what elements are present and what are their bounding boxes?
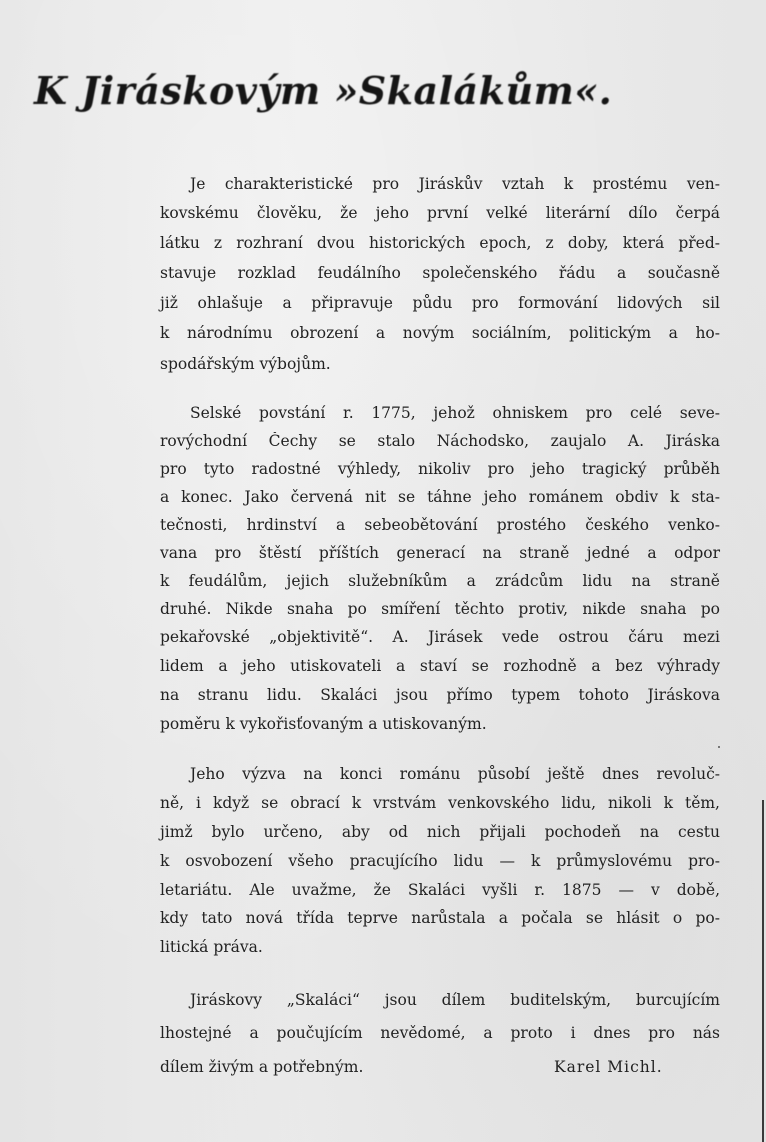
text-line: spodářským výbojům. — [160, 355, 331, 373]
text-line: Selské povstání r. 1775, jehož ohniskem pro celé seve- — [190, 404, 720, 422]
text-line: Jeho výzva na konci románu působí ještě dnes revoluč- — [190, 765, 720, 783]
text-line: lidem a jeho utiskovateli a staví se rozhodně a bez výhrady — [160, 657, 720, 675]
text-line: letariátu. Ale uvažme, že Skaláci vyšli r. 1875 — v době, — [160, 881, 720, 899]
author-signature: Karel Michl. — [554, 1058, 663, 1076]
article-title: K Jiráskovým »Skalákům«. — [34, 68, 613, 113]
text-line: k národnímu obrození a novým sociálním, politickým a ho- — [160, 324, 720, 342]
text-line: kovskému člověku, že jeho první velké literární dílo čerpá — [160, 204, 720, 222]
text-line: lhostejné a poučujícím nevědomé, a proto i dnes pro nás — [160, 1024, 720, 1042]
text-line: vana pro štěstí příštích generací na straně jedné a odpor — [160, 544, 720, 562]
text-line: Je charakteristické pro Jiráskův vztah k prostému ven- — [190, 175, 720, 193]
text-line: Jiráskovy „Skaláci“ jsou dílem buditelským, burcujícím — [190, 991, 720, 1009]
text-line: látku z rozhraní dvou historických epoch, z doby, která před- — [160, 234, 720, 252]
text-line: poměru k vykořisťovaným a utiskovaným. — [160, 715, 487, 733]
text-line: k osvobození všeho pracujícího lidu — k průmyslovému pro- — [160, 852, 720, 870]
text-line: litická práva. — [160, 938, 263, 956]
text-line: na stranu lidu. Skaláci jsou přímo typem tohoto Jiráskova — [160, 686, 720, 704]
text-line: jimž bylo určeno, aby od nich přijali pochodeň na cestu — [160, 823, 720, 841]
text-line: a konec. Jako červená nit se táhne jeho románem obdiv k sta- — [160, 488, 720, 506]
text-line: pekařovské „objektivitě“. A. Jirásek vede ostrou čáru mezi — [160, 628, 720, 646]
text-line: dílem živým a potřebným. — [160, 1058, 364, 1076]
text-line: již ohlašuje a připravuje půdu pro formování lidových sil — [160, 294, 720, 312]
text-line: druhé. Nikde snaha po smíření těchto protiv, nikde snaha po — [160, 600, 720, 618]
text-line: k feudálům, jejich služebníkům a zrádcům lidu na straně — [160, 572, 720, 590]
text-line: kdy tato nová třída teprve narůstala a počala se hlásit o po- — [160, 909, 720, 927]
text-line: pro tyto radostné výhledy, nikoliv pro jeho tragický průběh — [160, 460, 720, 478]
page-edge-shadow — [762, 800, 764, 1142]
text-line: ně, i když se obrací k vrstvám venkovského lidu, nikoli k těm, — [160, 794, 720, 812]
ink-speck — [718, 746, 720, 748]
text-line: stavuje rozklad feudálního společenského řádu a současně — [160, 264, 720, 282]
text-line: rovýchodní Čechy se stalo Náchodsko, zaujalo A. Jiráska — [160, 432, 720, 450]
text-line: tečnosti, hrdinství a sebeobětování prostého českého venko- — [160, 516, 720, 534]
